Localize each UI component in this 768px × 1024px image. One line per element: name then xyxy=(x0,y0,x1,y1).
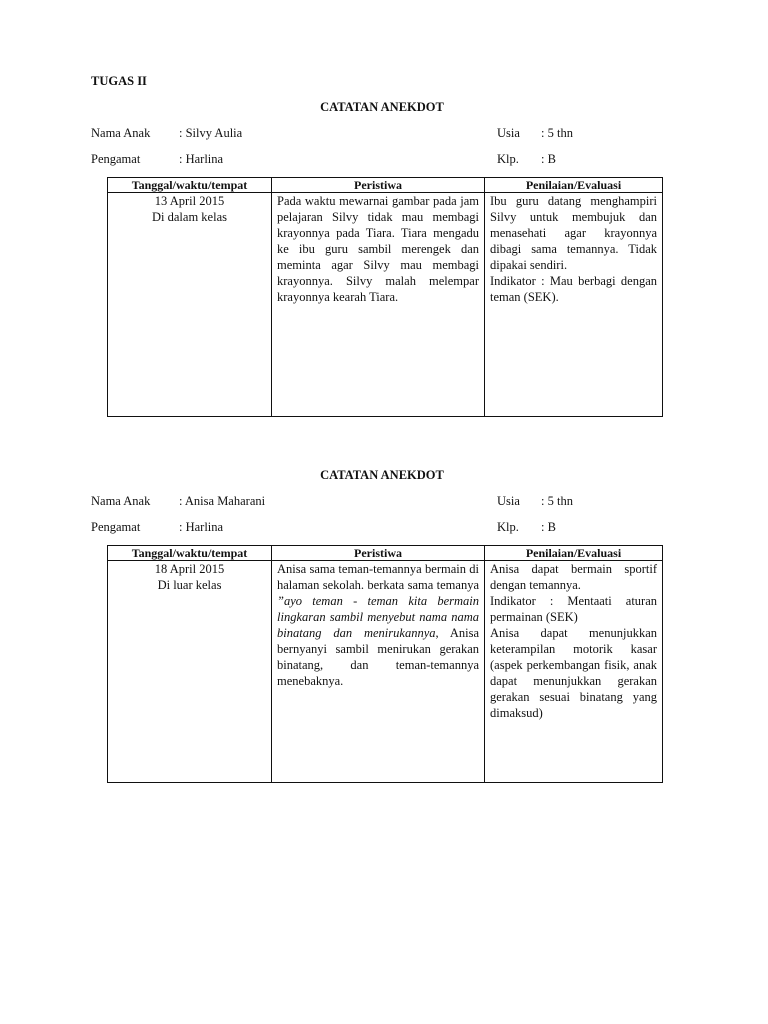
record-2-pengamat-value: : Harlina xyxy=(179,520,224,534)
record-1-nama-label: Nama Anak xyxy=(91,126,151,140)
peristiwa-text: Anisa sama teman-temannya bermain di halaman sekolah. berkata sama temanya xyxy=(277,562,479,592)
tanggal-date: 18 April 2015 xyxy=(154,562,225,576)
record-2-klp-value: : B xyxy=(541,520,556,534)
column-header-tanggal: Tanggal/waktu/tempat xyxy=(108,546,272,561)
record-1-pengamat-label: Pengamat xyxy=(91,152,141,166)
record-2-nama-value: : Anisa Maharani xyxy=(179,494,266,508)
evaluasi-aspek: Anisa dapat menunjukkan keterampilan motorik kasar (aspek perkembangan fisik, anak dapat menunjukkan gerakan gerakan sesuai binatang yang dimaksud) xyxy=(490,626,657,720)
evaluasi-cell xyxy=(485,561,663,783)
tanggal-place: Di dalam kelas xyxy=(152,210,227,224)
column-header-tanggal: Tanggal/waktu/tempat xyxy=(108,178,272,193)
column-header-evaluasi: Penilaian/Evaluasi xyxy=(485,178,663,193)
evaluasi-text: Ibu guru datang menghampiri Silvy untuk membujuk dan menasehati agar krayonnya dibagi sama temannya. Tidak dipakai sendiri. xyxy=(490,194,657,272)
record-1-usia-label: Usia xyxy=(497,126,520,140)
peristiwa-text-end: , Anisa bernyanyi sambil menirukan gerakan binatang, dan teman-temannya menebaknya. xyxy=(277,626,479,688)
record-2-nama-label: Nama Anak xyxy=(91,494,151,508)
table-header-row xyxy=(108,178,663,193)
column-header-peristiwa: Peristiwa xyxy=(272,178,485,193)
tanggal-place: Di luar kelas xyxy=(157,578,222,592)
record-2-usia-label: Usia xyxy=(497,494,520,508)
record-2-usia-value: : 5 thn xyxy=(541,494,573,508)
evaluasi-indikator: Indikator : Mentaati aturan permainan (SEK) xyxy=(490,594,657,624)
record-1-klp-label: Klp. xyxy=(497,152,519,166)
peristiwa-quote: ”ayo teman - teman kita bermain lingkaran sambil menyebut nama nama binatang dan menirukannya xyxy=(277,594,479,640)
peristiwa-cell: Pada waktu mewarnai gambar pada jam pelajaran Silvy tidak mau membagi krayonnya pada Tiara. Tiara mengadu ke ibu guru sambil merengek dan meminta agar Silvy mau membagi krayonnya. Silvy malah melempar krayonnya kearah Tiara. xyxy=(272,193,485,417)
record-1-table xyxy=(107,177,663,417)
record-1-nama-value: : Silvy Aulia xyxy=(179,126,243,140)
column-header-peristiwa: Peristiwa xyxy=(272,546,485,561)
record-1-heading: CATATAN ANEKDOT xyxy=(320,100,444,114)
evaluasi-text: Anisa dapat bermain sportif dengan temannya. xyxy=(490,562,657,592)
record-2-klp-label: Klp. xyxy=(497,520,519,534)
table-row xyxy=(108,561,663,783)
record-1-klp-value: : B xyxy=(541,152,556,166)
table-row xyxy=(108,193,663,417)
record-2-pengamat-label: Pengamat xyxy=(91,520,141,534)
record-2-heading: CATATAN ANEKDOT xyxy=(320,468,444,482)
record-1-usia-value: : 5 thn xyxy=(541,126,573,140)
tanggal-cell xyxy=(108,193,272,417)
table-header-row xyxy=(108,546,663,561)
record-2-table xyxy=(107,545,663,783)
peristiwa-cell xyxy=(272,561,485,783)
evaluasi-indikator: Indikator : Mau berbagi dengan teman (SEK). xyxy=(490,274,657,304)
tanggal-date: 13 April 2015 xyxy=(154,194,225,208)
column-header-evaluasi: Penilaian/Evaluasi xyxy=(485,546,663,561)
document-title: TUGAS II xyxy=(91,74,147,88)
evaluasi-cell xyxy=(485,193,663,417)
record-1-pengamat-value: : Harlina xyxy=(179,152,224,166)
tanggal-cell xyxy=(108,561,272,783)
